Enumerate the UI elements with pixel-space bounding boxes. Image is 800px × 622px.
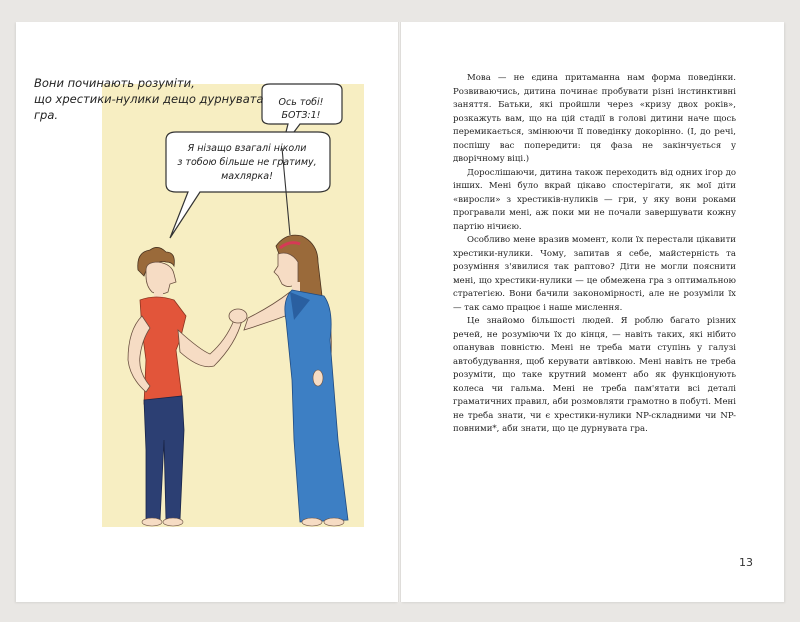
paragraph: Це знайомо більшості людей. Я роблю багато різних речей, не розуміючи їх до кінця, — навіть таких, які нібито опанував повністю. Мені не треба мати ступінь у галузі автобудування, щоб керувати автівкою. Мені навіть не треба розуміти, що таке крутний момент або як функціонують колеса чи гальма. Мені не треба пам'ятати всі деталі граматичних правил, аби розмовляти грамотно в побуті. Мені не треба знати, чи є хрестики-нулики NP-складними чи NP-повними*, аби знати, що це дурнувата гра. [453,316,736,434]
caption-line: що хрестики-нулики дещо дурнувата гра. [34,92,264,122]
speech-line: Ось тобі! [278,97,324,108]
body-text [453,72,736,437]
speech-line: з тобою більше не гратиму, [177,157,317,168]
speech-line: БОТЗ:1! [281,110,321,121]
speech-text-large [172,142,322,184]
girl-figure [244,235,348,526]
boy-figure [128,247,247,526]
page-number: 13 [739,556,753,569]
paragraph: Дорослішаючи, дитина також переходить від одних ігор до інших. Мені було вкрай цікаво спостерігати, як мої діти «виросли» з хрестиків-нуликів — гри, у яку вони роками програвали мені, аж поки ми не почали завершувати кожну партію нічиєю. [453,167,736,232]
caption-line: Вони починають розуміти, [34,76,195,90]
illustration-caption [34,75,284,123]
speech-line: махлярка! [221,171,273,182]
speech-text-small [269,96,333,122]
paragraph: Особливо мене вразив момент, коли їх перестали цікавити хрестики-нулики. Чому, запитав я себе, майстерність та розуміння з'явилися так раптово? Діти не могли пояснити мені, що хрестики-нулики — це обмежена гра з оптимальною стратегією. Вони бачили закономірності, але не розуміли їх — так само працює і наше мислення. [453,235,736,313]
speech-line: Я нізащо взагалі ніколи [187,143,307,154]
paragraph: Мова — не єдина притаманна нам форма поведінки. Розвиваючись, дитина починає пробувати різні інстинктивні заняття. Батьки, які пройшли через «кризу двох років», розкажуть вам, що на цій стадії в голові дитини наче щось перемикається, змінюючи її поведінку докорінно. (І, до речі, поспішу вас попередити: ця фаза не закінчується у дворічному віці.) [453,73,736,164]
